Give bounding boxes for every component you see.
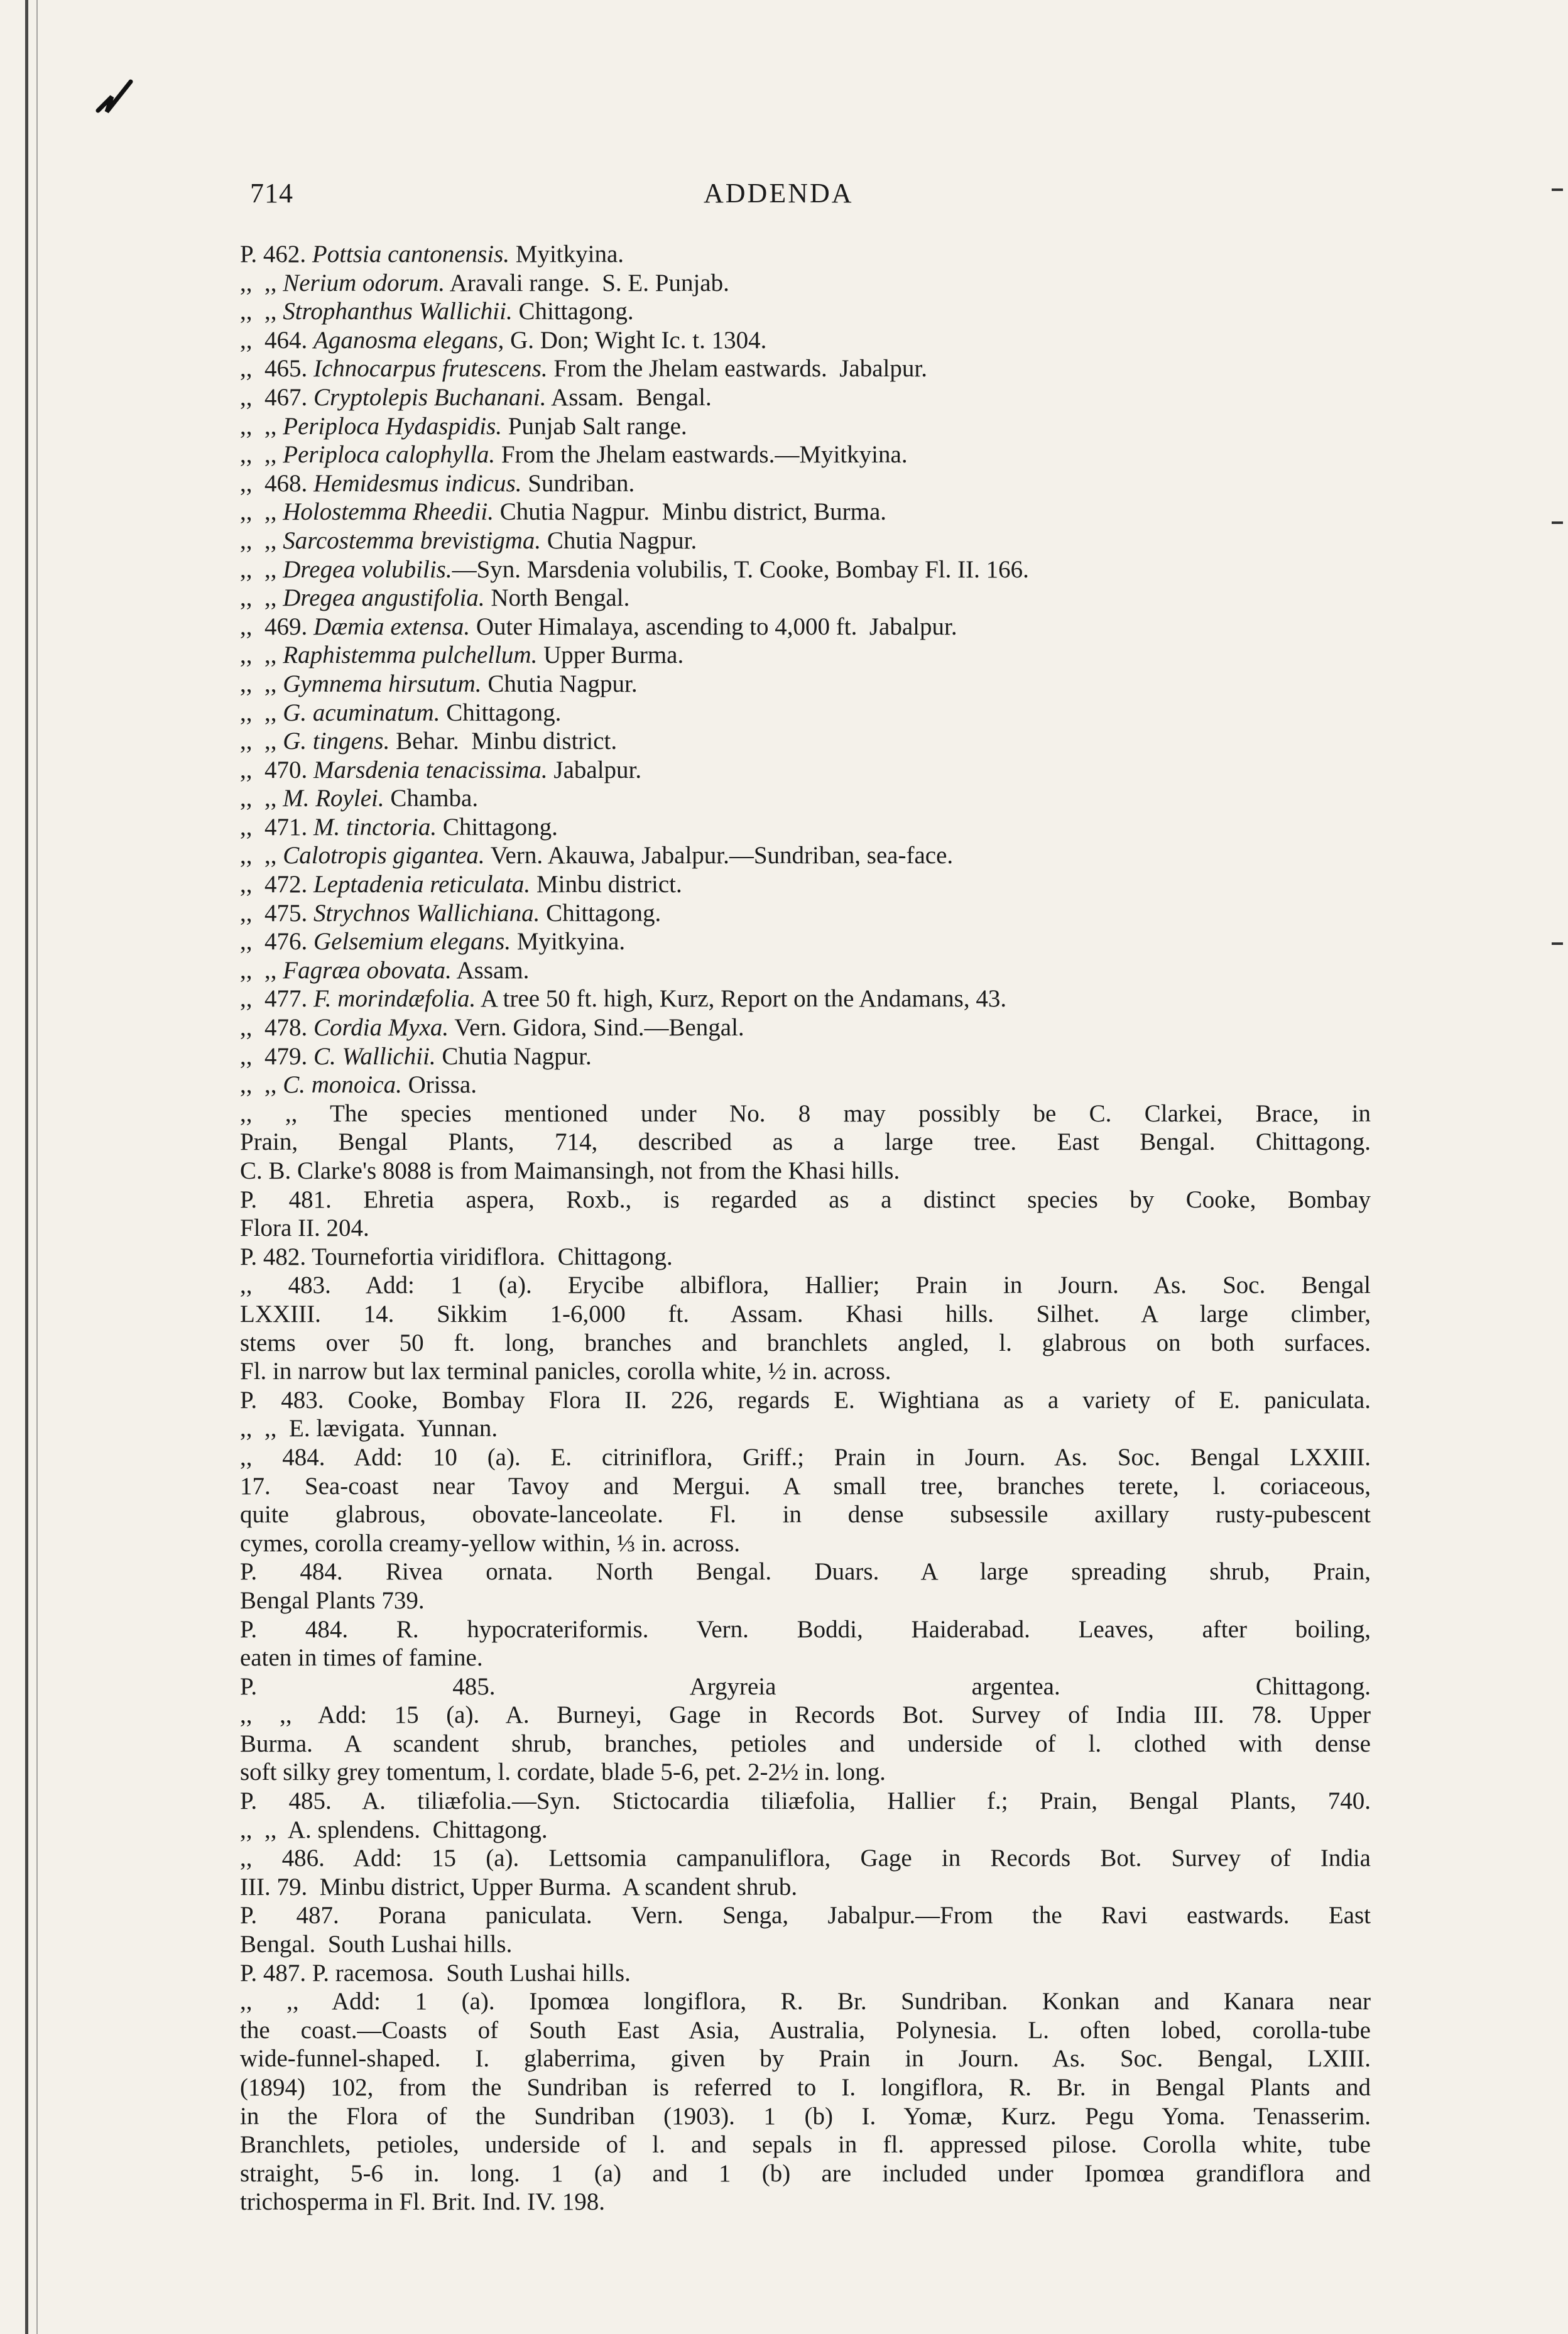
entry-page-ref: ,, 476. <box>240 928 313 956</box>
species-name: Aganosma elegans, <box>313 326 504 354</box>
entry-note: Chutia Nagpur. <box>481 670 638 697</box>
entry-note: From the Jhelam eastwards. Jabalpur. <box>547 355 927 383</box>
species-name: Pottsia cantonensis. <box>312 241 510 268</box>
entry-line <box>240 269 1371 298</box>
entry-page-ref: ,, ,, <box>240 526 283 554</box>
entry-note: Assam. <box>451 956 530 984</box>
species-name: Periploca Hydaspidis. <box>283 412 503 440</box>
entry-line <box>240 354 1371 383</box>
text-line: in the Flora of the Sundriban (1903). 1 (b) I. Yomæ, Kurz. Pegu Yoma. Tenasserim. <box>240 2102 1371 2130</box>
page-number: 714 <box>250 178 293 209</box>
species-name: Strychnos Wallichiana. <box>313 899 540 927</box>
species-name: Dregea volubilis. <box>283 555 452 583</box>
paragraph-p4 <box>240 1271 1371 1385</box>
text-line: P. 481. Ehretia aspera, Roxb., is regarded as a distinct species by Cooke, Bombay <box>240 1186 1371 1213</box>
entry-note: Upper Burma. <box>537 641 684 669</box>
entry-page-ref: ,, 470. <box>240 756 313 783</box>
pen-tick-mark <box>93 74 150 118</box>
text-line: Branchlets, petioles, underside of l. and sepals in fl. appressed pilose. Corolla white, tube <box>240 2131 1371 2159</box>
entry-note: Punjab Salt range. <box>502 412 687 440</box>
paragraph-p8 <box>240 1615 1371 1672</box>
text-line: III. 79. Minbu district, Upper Burma. A scandent shrub. <box>240 1873 798 1900</box>
text-line: C. B. Clarke's 8088 is from Maimansingh, not from the Khasi hills. <box>240 1157 900 1184</box>
entry-page-ref: P. 462. <box>240 241 312 268</box>
species-name: C. monoica. <box>283 1071 402 1099</box>
entry-note: From the Jhelam eastwards.—Myitkyina. <box>495 441 908 469</box>
entry-page-ref: ,, ,, <box>240 555 283 583</box>
entry-line <box>240 1071 1371 1099</box>
entry-page-ref: ,, ,, <box>240 498 283 526</box>
entry-page-ref: ,, 472. <box>240 871 313 898</box>
entry-note: Outer Himalaya, ascending to 4,000 ft. Jabalpur. <box>470 613 957 640</box>
entry-line <box>240 1042 1371 1071</box>
species-name: C. Wallichii. <box>313 1042 436 1070</box>
text-line: ,, 486. Add: 15 (a). Lettsomia campanuliflora, Gage in Records Bot. Survey of India <box>240 1845 1371 1872</box>
entry-note: Chutia Nagpur. Minbu district, Burma. <box>494 498 887 526</box>
entry-note: Orissa. <box>401 1071 477 1099</box>
text-line: P. 484. R. hypocrateriformis. Vern. Boddi, Haiderabad. Leaves, after boiling, <box>240 1615 1371 1643</box>
entry-line <box>240 326 1371 355</box>
margin-mark <box>1552 942 1563 945</box>
species-name: G. acuminatum. <box>283 699 440 726</box>
text-line: Flora II. 204. <box>240 1214 369 1242</box>
species-name: Leptadenia reticulata. <box>313 871 531 898</box>
paragraph-p1 <box>240 1099 1371 1186</box>
entry-note: Vern. Gidora, Sind.—Bengal. <box>449 1014 744 1042</box>
species-name: Strophanthus Wallichii. <box>283 298 513 325</box>
text-line: ,, ,, A. splendens. Chittagong. <box>240 1816 548 1843</box>
entry-line <box>240 555 1371 584</box>
species-name: Raphistemma pulchellum. <box>283 641 538 669</box>
species-name: Holostemma Rheedii. <box>283 498 494 526</box>
paragraph-p11 <box>240 1844 1371 1901</box>
species-name: Sarcostemma brevistigma. <box>283 526 542 554</box>
text-line: ,, 484. Add: 10 (a). E. citriniflora, Griff.; Prain in Journ. As. Soc. Bengal LXXIII. <box>240 1443 1371 1471</box>
binding-edge-inner <box>36 0 38 2334</box>
text-line: ,, ,, E. lævigata. Yunnan. <box>240 1415 498 1442</box>
entry-page-ref: ,, ,, <box>240 956 283 984</box>
entry-line <box>240 784 1371 813</box>
species-name: Cordia Myxa. <box>313 1014 449 1042</box>
entry-note: A tree 50 ft. high, Kurz, Report on the Andamans, 43. <box>476 985 1007 1013</box>
text-line: the coast.—Coasts of South East Asia, Australia, Polynesia. L. often lobed, corolla-tube <box>240 2016 1371 2044</box>
entry-line <box>240 756 1371 785</box>
species-name: M. tinctoria. <box>313 813 437 841</box>
text-line: P. 485. Argyreia argentea. Chittagong. <box>240 1672 1371 1700</box>
entry-line <box>240 297 1371 326</box>
entry-page-ref: ,, 477. <box>240 985 313 1013</box>
entry-page-ref: ,, ,, <box>240 412 283 440</box>
entry-line <box>240 670 1371 699</box>
species-name: Nerium odorum. <box>283 269 445 297</box>
entry-note: Vern. Akauwa, Jabalpur.—Sundriban, sea-face. <box>484 842 954 870</box>
species-name: Calotropis gigantea. <box>283 842 485 870</box>
text-line: wide-funnel-shaped. I. glaberrima, given by Prain in Journ. As. Soc. Bengal, LXIII. <box>240 2045 1371 2073</box>
entry-note: Jabalpur. <box>547 756 642 783</box>
species-name: Ichnocarpus frutescens. <box>313 355 548 383</box>
entry-note: Chittagong. <box>440 699 562 726</box>
paragraph-p5 <box>240 1386 1371 1443</box>
running-head: ADDENDA <box>704 178 854 209</box>
entry-note: Sundriban. <box>521 469 635 497</box>
species-name: Gelsemium elegans. <box>313 928 511 956</box>
entry-page-ref: ,, ,, <box>240 298 283 325</box>
entry-line <box>240 240 1371 269</box>
entry-line <box>240 984 1371 1013</box>
margin-mark <box>1552 188 1563 191</box>
entry-note: Chittagong. <box>512 298 634 325</box>
species-name: Dæmia extensa. <box>313 613 471 640</box>
page-body <box>240 240 1371 2217</box>
entry-page-ref: ,, ,, <box>240 641 283 669</box>
text-line: P. 483. Cooke, Bombay Flora II. 226, regards E. Wightiana as a variety of E. paniculata. <box>240 1386 1371 1414</box>
entry-line <box>240 526 1371 555</box>
species-name: F. morindæfolia. <box>313 985 476 1013</box>
entry-page-ref: ,, ,, <box>240 441 283 469</box>
entry-line <box>240 699 1371 728</box>
entry-line <box>240 813 1371 842</box>
entry-page-ref: ,, 479. <box>240 1042 313 1070</box>
species-name: Gymnema hirsutum. <box>283 670 482 697</box>
entry-note: Myitkyina. <box>509 241 624 268</box>
paragraph-p7 <box>240 1557 1371 1615</box>
entry-page-ref: ,, 467. <box>240 383 313 411</box>
entry-note: Aravali range. S. E. Punjab. <box>445 269 729 297</box>
text-line: P. 485. A. tiliæfolia.—Syn. Stictocardia tiliæfolia, Hallier f.; Prain, Bengal Plants, 740. <box>240 1787 1371 1815</box>
entry-line <box>240 956 1371 985</box>
entry-note: Assam. Bengal. <box>546 383 712 411</box>
entry-page-ref: ,, 475. <box>240 899 313 927</box>
text-line: trichosperma in Fl. Brit. Ind. IV. 198. <box>240 2188 605 2216</box>
entry-page-ref: ,, 469. <box>240 613 313 640</box>
entry-line <box>240 498 1371 526</box>
entry-line <box>240 841 1371 870</box>
entry-line <box>240 613 1371 641</box>
species-name: Dregea angustifolia. <box>283 584 485 612</box>
entry-note: North Bengal. <box>484 584 630 612</box>
paragraph-p9 <box>240 1672 1371 1787</box>
species-entry-list <box>240 240 1371 1099</box>
species-name: Periploca calophylla. <box>283 441 496 469</box>
species-name: Cryptolepis Buchanani. <box>313 383 547 411</box>
entry-line <box>240 927 1371 956</box>
species-name: Fagræa obovata. <box>283 956 452 984</box>
entry-line <box>240 584 1371 613</box>
paragraph-p10 <box>240 1787 1371 1844</box>
entry-note: Chittagong. <box>437 813 558 841</box>
text-line: P. 484. Rivea ornata. North Bengal. Duars. A large spreading shrub, Prain, <box>240 1558 1371 1586</box>
paragraph-list <box>240 1099 1371 2217</box>
binding-edge <box>25 0 28 2334</box>
text-line: LXXIII. 14. Sikkim 1-6,000 ft. Assam. Khasi hills. Silhet. A large climber, <box>240 1300 1371 1328</box>
entry-page-ref: ,, 468. <box>240 469 313 497</box>
text-line: soft silky grey tomentum, l. cordate, blade 5-6, pet. 2-2½ in. long. <box>240 1759 886 1786</box>
text-line: quite glabrous, obovate-lanceolate. Fl. in dense subsessile axillary rusty-pubescent <box>240 1501 1371 1529</box>
entry-page-ref: ,, 478. <box>240 1014 313 1042</box>
text-line: (1894) 102, from the Sundriban is referred to I. longiflora, R. Br. in Bengal Plants and <box>240 2074 1371 2101</box>
species-name: Marsdenia tenacissima. <box>313 756 548 783</box>
species-name: G. tingens. <box>283 728 390 755</box>
text-line: ,, ,, Add: 1 (a). Ipomœa longiflora, R. Br. Sundriban. Konkan and Kanara near <box>240 1988 1371 2015</box>
entry-line <box>240 727 1371 756</box>
entry-line <box>240 1013 1371 1042</box>
entry-line <box>240 412 1371 441</box>
entry-page-ref: ,, ,, <box>240 728 283 755</box>
entry-page-ref: ,, ,, <box>240 584 283 612</box>
entry-note: Myitkyina. <box>511 928 626 956</box>
paragraph-p2 <box>240 1186 1371 1243</box>
entry-page-ref: ,, ,, <box>240 785 283 812</box>
entry-page-ref: ,, ,, <box>240 699 283 726</box>
text-line: P. 487. P. racemosa. South Lushai hills. <box>240 1959 631 1987</box>
text-line: 17. Sea-coast near Tavoy and Mergui. A small tree, branches terete, l. coriaceous, <box>240 1472 1371 1500</box>
paragraph-p6 <box>240 1443 1371 1557</box>
entry-page-ref: ,, ,, <box>240 670 283 697</box>
text-line: P. 487. Porana paniculata. Vern. Senga, Jabalpur.—From the Ravi eastwards. East <box>240 1902 1371 1929</box>
entry-note: Chutia Nagpur. <box>541 526 697 554</box>
entry-note: Minbu district. <box>530 871 682 898</box>
paragraph-p13 <box>240 1959 1371 1988</box>
text-line: Bengal Plants 739. <box>240 1586 425 1614</box>
text-line: eaten in times of famine. <box>240 1644 483 1672</box>
entry-note: Behar. Minbu district. <box>389 728 618 755</box>
paragraph-p14 <box>240 1987 1371 2217</box>
entry-line <box>240 440 1371 469</box>
entry-page-ref: ,, ,, <box>240 1071 283 1099</box>
text-line: ,, ,, Add: 15 (a). A. Burneyi, Gage in Records Bot. Survey of India III. 78. Upper <box>240 1701 1371 1729</box>
entry-page-ref: ,, ,, <box>240 269 283 297</box>
entry-line <box>240 870 1371 899</box>
text-line: Burma. A scandent shrub, branches, petioles and underside of l. clothed with dense <box>240 1730 1371 1757</box>
entry-line <box>240 641 1371 670</box>
paragraph-p3 <box>240 1243 1371 1272</box>
entry-note: G. Don; Wight Ic. t. 1304. <box>504 326 767 354</box>
species-name: Hemidesmus indicus. <box>313 469 522 497</box>
text-line: Fl. in narrow but lax terminal panicles, corolla white, ½ in. across. <box>240 1358 891 1385</box>
entry-note: —Syn. Marsdenia volubilis, T. Cooke, Bombay Fl. II. 166. <box>452 555 1029 583</box>
entry-page-ref: ,, ,, <box>240 842 283 870</box>
entry-note: Chutia Nagpur. <box>435 1042 592 1070</box>
entry-note: Chittagong. <box>540 899 662 927</box>
entry-note: Chamba. <box>384 785 479 812</box>
species-name: M. Roylei. <box>283 785 384 812</box>
text-line: ,, 483. Add: 1 (a). Erycibe albiflora, Hallier; Prain in Journ. As. Soc. Bengal <box>240 1272 1371 1299</box>
text-line: cymes, corolla creamy-yellow within, ⅓ in. across. <box>240 1529 741 1557</box>
text-line: ,, ,, The species mentioned under No. 8 may possibly be C. Clarkei, Brace, in <box>240 1099 1371 1127</box>
margin-mark <box>1552 521 1563 524</box>
entry-line <box>240 383 1371 412</box>
text-line: Bengal. South Lushai hills. <box>240 1931 513 1958</box>
entry-line <box>240 899 1371 928</box>
text-line: P. 482. Tournefortia viridiflora. Chittagong. <box>240 1243 673 1270</box>
entry-page-ref: ,, 471. <box>240 813 313 841</box>
text-line: Prain, Bengal Plants, 714, described as a large tree. East Bengal. Chittagong. <box>240 1128 1371 1156</box>
text-line: stems over 50 ft. long, branches and branchlets angled, l. glabrous on both surfaces. <box>240 1329 1371 1356</box>
entry-page-ref: ,, 465. <box>240 355 313 383</box>
paragraph-p12 <box>240 1901 1371 1958</box>
entry-page-ref: ,, 464. <box>240 326 313 354</box>
text-line: straight, 5-6 in. long. 1 (a) and 1 (b) are included under Ipomœa grandiflora and <box>240 2159 1371 2187</box>
entry-line <box>240 469 1371 498</box>
